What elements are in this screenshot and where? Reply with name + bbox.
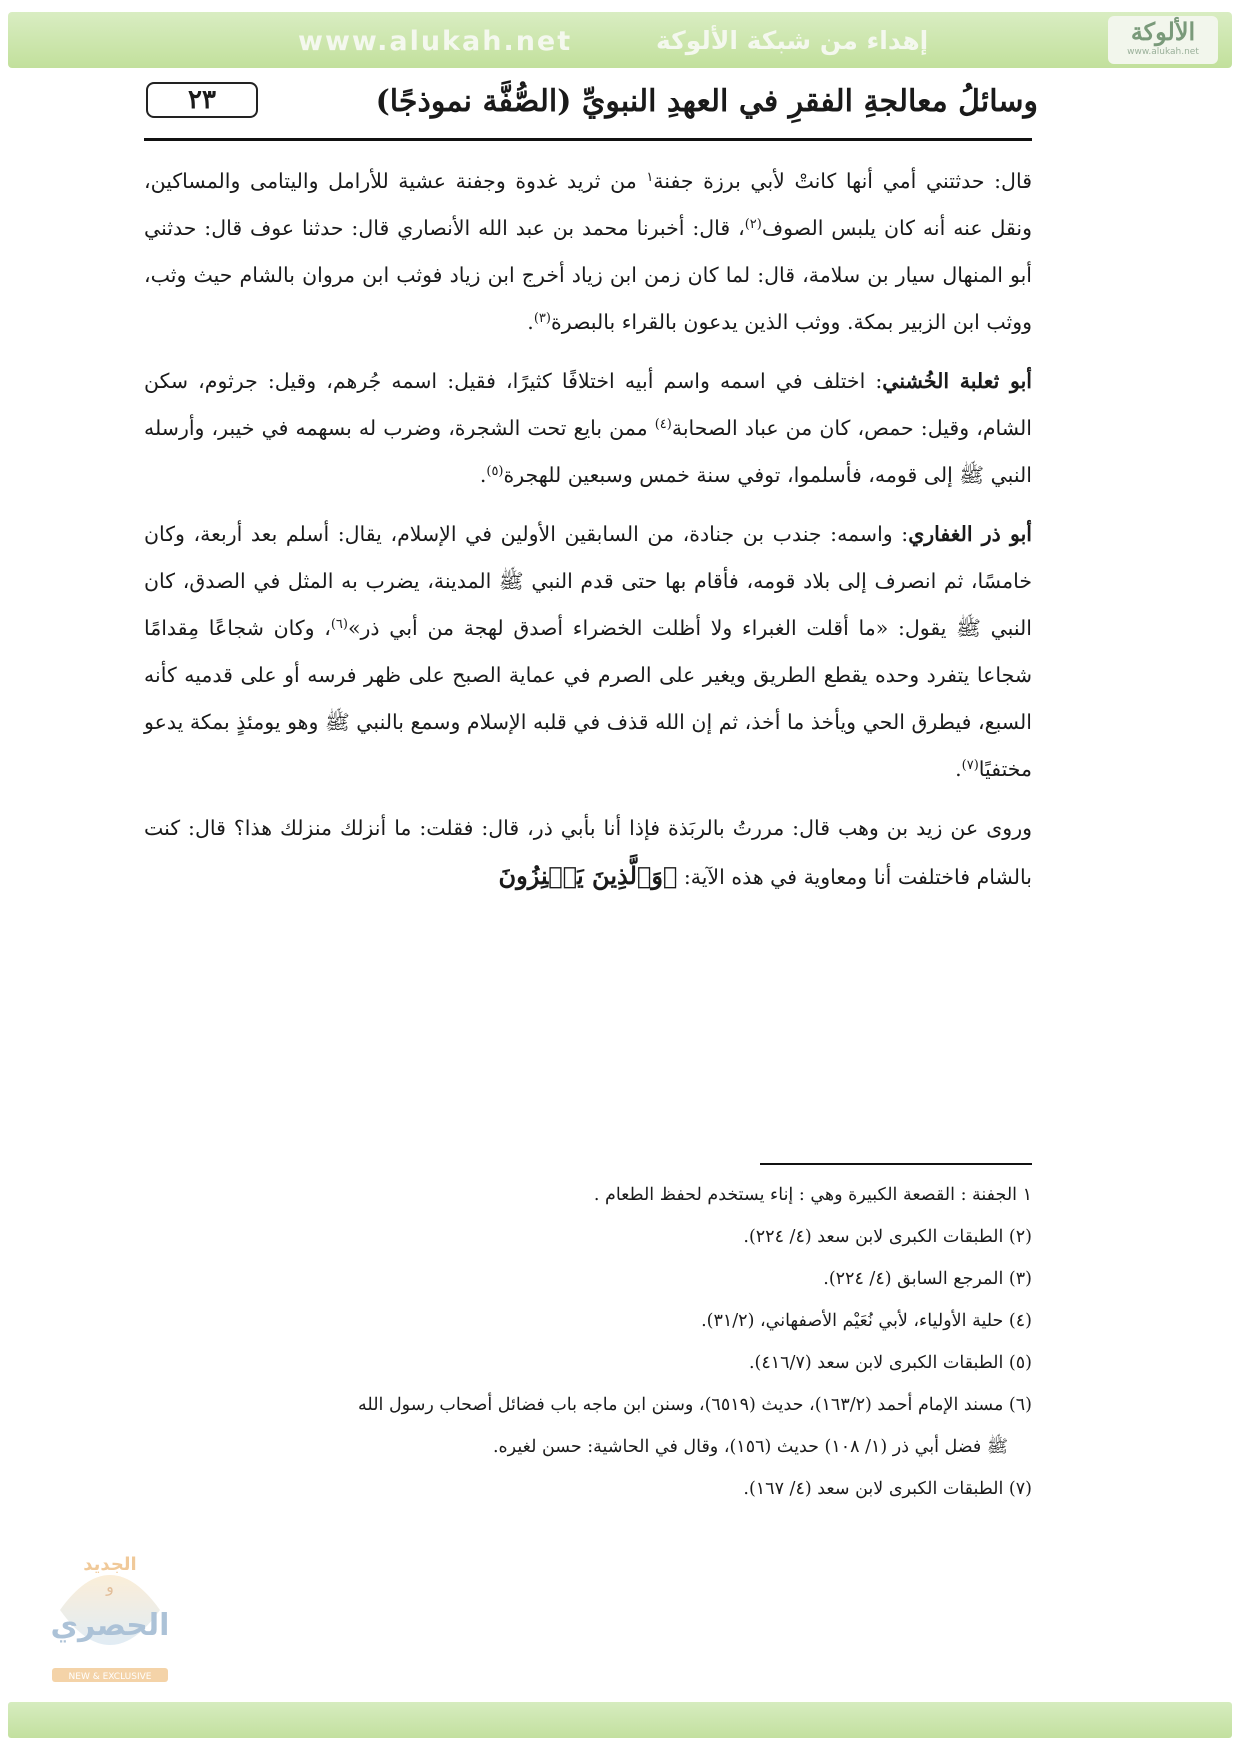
paragraph-1 xyxy=(144,158,1032,346)
alukah-logo-url: www.alukah.net xyxy=(1127,47,1199,57)
footnotes xyxy=(144,1175,1032,1511)
p3-text-a: : واسمه: جندب بن جنادة، من السابقين الأولين في الإسلام، يقال: أسلم بعد أربعة، وكان خامسًا، ثم انصرف إلى بلاد قومه، فأقام بها حتى قدم النبي ﷺ المدينة، يضرب به المثل في الصدق، كان النبي ﷺ يقول: «ما أقلت الغبراء ولا أظلت الخضراء أصدق لهجة من أبي ذر» xyxy=(144,522,1032,640)
p1-text-d: . xyxy=(527,310,534,334)
p4-text-a: وروى عن زيد بن وهب قال: مررتُ بالربَذة فإذا أنا بأبي ذر، قال: فقلت: ما أنزلك منزلك هذا؟ قال: كنت بالشام فاختلفت أنا ومعاوية في هذه الآية: xyxy=(144,816,1032,889)
footnote-ref-5[interactable]: (٥) xyxy=(486,464,504,479)
p1-text-b: من ثريد غدوة وجفنة عشية للأرامل واليتامى والمساكين، ونقل عنه أنه كان يلبس الصوف xyxy=(144,169,1032,240)
footnote-4: (٤) حلية الأولياء، لأبي نُعَيْم الأصفهاني، (٣١/٢). xyxy=(701,1311,1032,1331)
top-banner xyxy=(8,12,1232,68)
p3-text-c: . xyxy=(955,757,962,781)
footnote-5: (٥) الطبقات الكبرى لابن سعد (٤١٦/٧). xyxy=(748,1353,1032,1373)
logo-sub: NEW & EXCLUSIVE xyxy=(68,1672,152,1682)
footnote-ref-4[interactable]: (٤) xyxy=(654,417,672,432)
footnote-ref-1[interactable]: ١ xyxy=(646,170,654,185)
footnote-ref-3[interactable]: (٣) xyxy=(533,311,551,326)
footnote-3: (٣) المرجع السابق (٤/ ٢٢٤). xyxy=(823,1269,1032,1289)
footnote-2: (٢) الطبقات الكبرى لابن سعد (٤/ ٢٢٤). xyxy=(743,1227,1032,1247)
footnote-divider xyxy=(760,1163,1032,1165)
new-exclusive-logo-icon xyxy=(40,1530,180,1690)
main-text xyxy=(144,158,1032,913)
p2-text-c: . xyxy=(479,463,487,487)
footnote-ref-6[interactable]: (٦) xyxy=(330,617,348,632)
p1-text-c: ، قال: أخبرنا محمد بن عبد الله الأنصاري قال: حدثنا عوف قال: حدثني أبو المنهال سيار بن سلامة، قال: لما كان زمن ابن زياد أخرج ابن زياد فوثب ابن مروان بالشام حيث وثب، ووثب ابن الزبير بمكة. ووثب الذين يدعون بالقراء بالبصرة xyxy=(144,216,1032,334)
page-number: ٢٣ xyxy=(146,82,258,118)
logo-word-and: و xyxy=(106,1577,114,1596)
footnote-7: (٧) الطبقات الكبرى لابن سعد (٤/ ١٦٧). xyxy=(743,1479,1032,1499)
footnote-1: ١ الجفنة : القصعة الكبيرة وهي : إناء يستخدم لحفظ الطعام . xyxy=(593,1185,1032,1205)
p3-heading: أبو ذر الغفاري xyxy=(908,522,1033,546)
footnote-6: (٦) مسند الإمام أحمد (١٦٣/٢)، حديث (٦٥١٩)، وسنن ابن ماجه باب فضائل أصحاب رسول الله xyxy=(358,1395,1032,1415)
page-title: وسائلُ معالجةِ الفقرِ في العهدِ النبويِّ (الصُّفَّة نموذجًا) xyxy=(375,84,1038,119)
quran-verse: ﴿وَٱلَّذِينَ يَكۡنِزُونَ xyxy=(498,861,678,890)
banner-url[interactable]: www.alukah.net xyxy=(298,26,573,57)
paragraph-4 xyxy=(144,805,1032,901)
logo-word-exclusive: الحصري xyxy=(50,1608,170,1643)
p2-text-b: ممن بايع تحت الشجرة، وضرب له بسهمه في خيبر، وأرسله النبي ﷺ إلى قومه، فأسلموا، توفي سنة خمس وسبعين للهجرة xyxy=(144,416,1032,487)
p2-heading: أبو ثعلبة الخُشني xyxy=(882,369,1032,393)
paragraph-2 xyxy=(144,358,1032,499)
alukah-logo xyxy=(1108,16,1218,64)
alukah-logo-text: الألوكة xyxy=(1130,17,1196,46)
header-divider xyxy=(144,138,1032,141)
footnote-ref-2[interactable]: (٢) xyxy=(744,217,762,232)
footnote-ref-7[interactable]: (٧) xyxy=(961,758,979,773)
p2-text-a: : اختلف في اسمه واسم أبيه اختلافًا كثيرًا، فقيل: اسمه جُرهم، وقيل: جرثوم، سكن الشام، وقيل: حمص، كان من عباد الصحابة xyxy=(144,369,1032,440)
paragraph-3 xyxy=(144,511,1032,793)
p3-text-b: ، وكان شجاعًا مِقدامًا شجاعا يتفرد وحده يقطع الطريق ويغير على الصرم في عماية الصبح على ظهر فرسه أو على قدميه كأنه السبع، فيطرق الحي ويأخذ ما أخذ، ثم إن الله قذف في قلبه الإسلام وسمع بالنبي ﷺ وهو يومئذٍ بمكة يدعو مختفيًا xyxy=(144,616,1032,781)
bottom-banner xyxy=(8,1702,1232,1738)
logo-word-new: الجديد xyxy=(83,1554,137,1575)
banner-gift-text: إهداء من شبكة الألوكة xyxy=(656,26,929,55)
footnote-6-continued: ﷺ فضل أبي ذر (١/ ١٠٨) حديث (١٥٦)، وقال في الحاشية: حسن لغيره. xyxy=(492,1437,1008,1457)
p1-text-a: قال: حدثتني أمي أنها كانتْ لأبي برزة جفنة xyxy=(653,169,1032,193)
